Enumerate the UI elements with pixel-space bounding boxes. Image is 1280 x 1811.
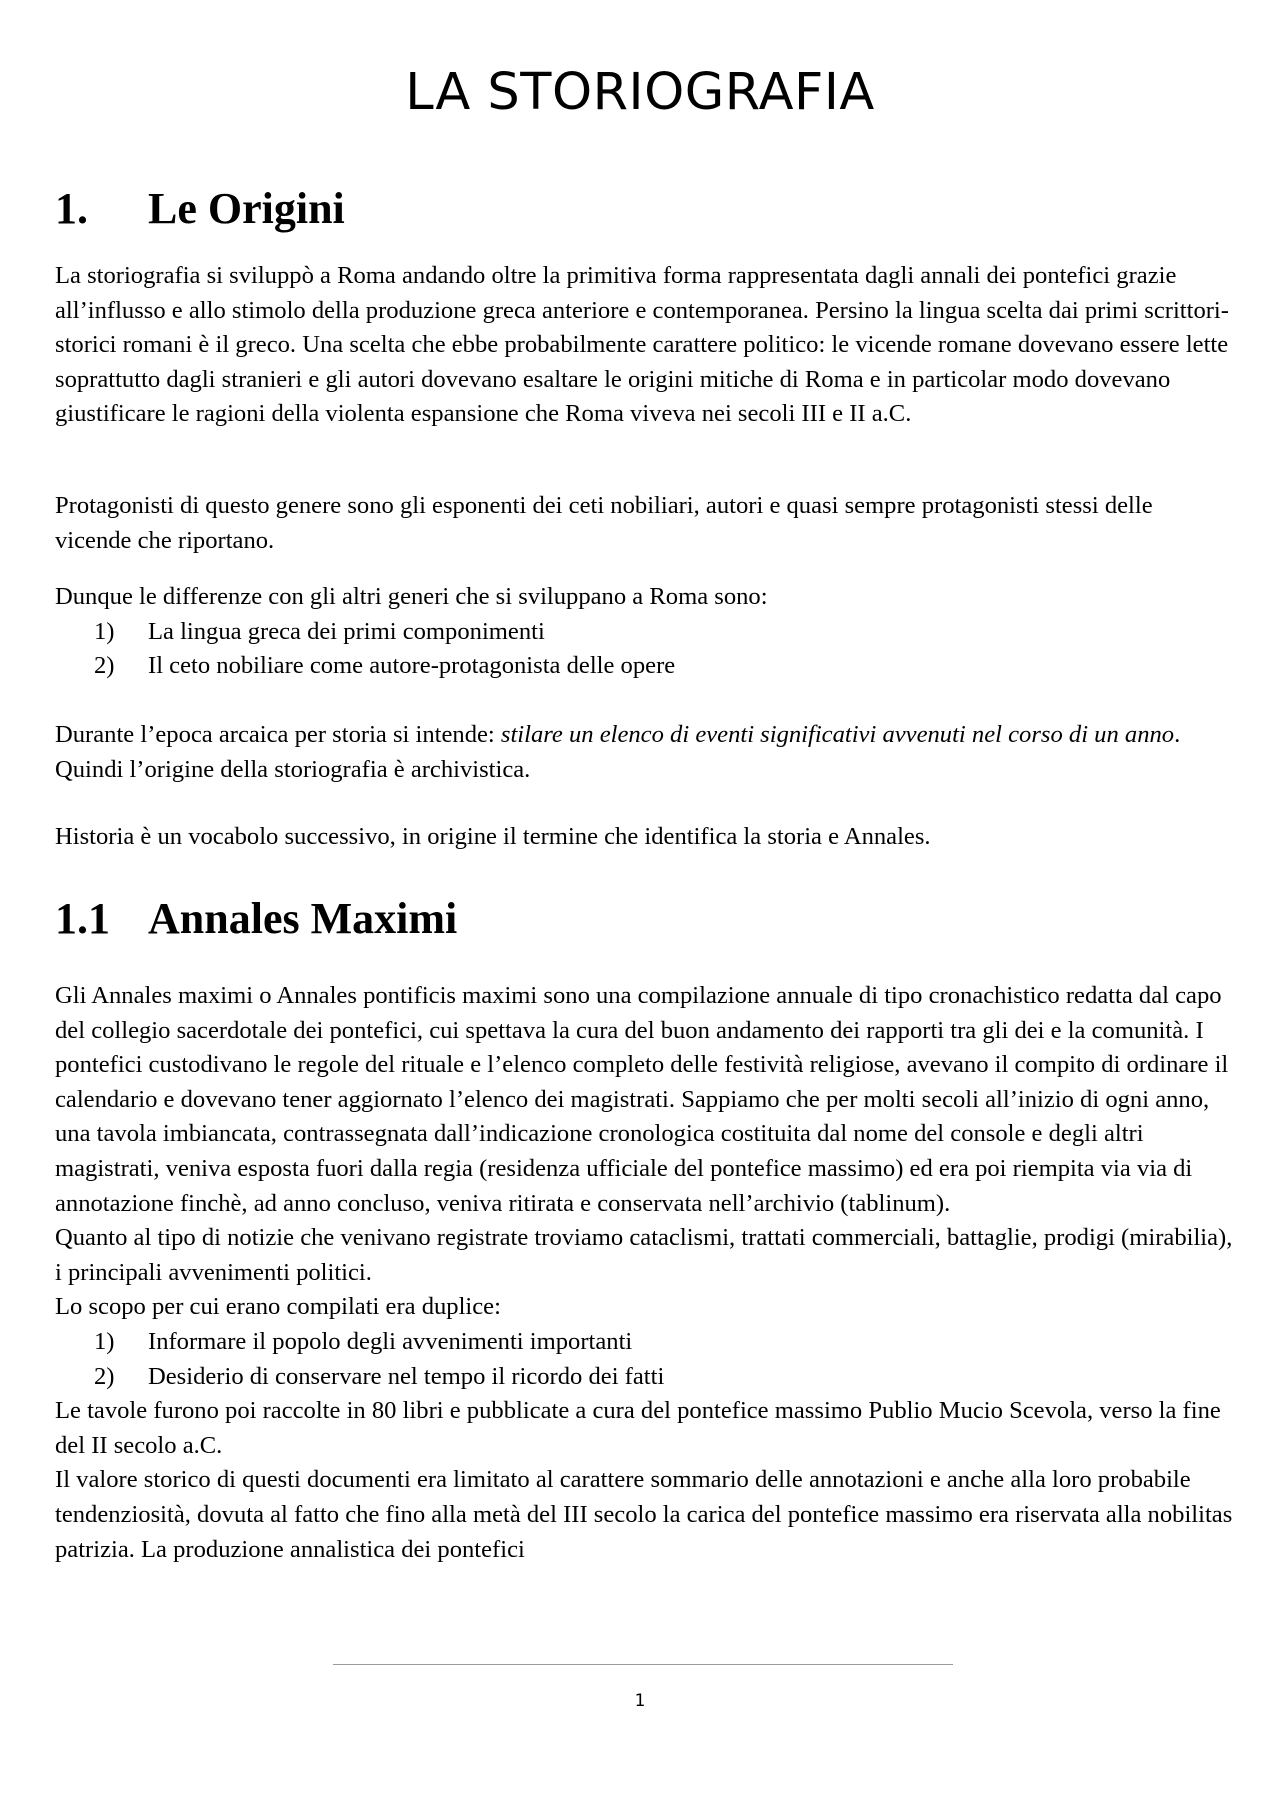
- paragraph: [55, 259, 1233, 432]
- list-marker: 1): [94, 1327, 115, 1355]
- list-marker: 2): [94, 1362, 115, 1390]
- paragraph-text: Historia è un vocabolo successivo, in origine il termine che identifica la storia e Annales.: [55, 823, 931, 850]
- list-item: [55, 649, 1233, 684]
- list-marker: 2): [94, 652, 115, 680]
- list-item-text: La lingua greca dei primi componimenti: [148, 617, 545, 645]
- paragraph-text: Dunque le differenze con gli altri generi che si sviluppano a Roma sono:: [55, 583, 768, 610]
- paragraph: [55, 820, 1233, 855]
- list-item: [55, 1360, 1233, 1395]
- footer-divider: [333, 1664, 953, 1665]
- list-marker: 1): [94, 617, 115, 645]
- list-item: [55, 1325, 1233, 1360]
- section-title: Annales Maximi: [148, 894, 458, 943]
- section-title: Le Origini: [148, 184, 345, 233]
- section-heading-annales-maximi: [55, 891, 457, 947]
- paragraph-text: Quanto al tipo di notizie che venivano registrate troviamo cataclismi, trattati commerciali, battaglie, prodigi (mirabilia), i principali avvenimenti politici.: [55, 1224, 1233, 1286]
- paragraph-text: Gli Annales maximi o Annales pontificis maximi sono una compilazione annuale di tipo cronachistico redatta dal capo del collegio sacerdotale dei pontefici, cui spettava la cura del buon andamento dei rapporti tra gli dei e la comunità. I pontefici custodivano le regole del rituale e l’elenco completo delle festività religiose, avevano il compito di ordinare il calendario e dovevano tener aggiornato l’elenco dei magistrati. Sappiamo che per molti secoli all’inizio di ogni anno, una tavola imbiancata, contrassegnata dall’indicazione cronologica costituita dal nome del console e degli altri magistrati, veniva esposta fuori dalla regia (residenza ufficiale del pontefice massimo) ed era poi riempita via via di annotazione finchè, ad anno concluso, veniva ritirata e conservata nell’archivio (tablinum).: [55, 982, 1229, 1217]
- definition-paragraph: [55, 718, 1233, 787]
- section-body: [55, 979, 1233, 1567]
- numbered-list: [55, 615, 1233, 684]
- page-number: 1: [634, 1691, 646, 1711]
- paragraph-text: Protagonisti di questo genere sono gli esponenti dei ceti nobiliari, autori e quasi sempre protagonisti stessi delle vicende che riportano.: [55, 492, 1153, 554]
- list-item-text: Desiderio di conservare nel tempo il ricordo dei fatti: [148, 1362, 665, 1390]
- paragraph-text: [55, 718, 1233, 787]
- document-title: LA STORIOGRAFIA: [405, 63, 875, 122]
- numbered-list: [55, 1325, 1233, 1394]
- list-item: [55, 615, 1233, 650]
- paragraph-with-list: [55, 580, 1233, 684]
- list-item-text: Informare il popolo degli avvenimenti importanti: [148, 1327, 633, 1355]
- paragraph-text: Lo scopo per cui erano compilati era duplice:: [55, 1293, 501, 1321]
- section-number: 1.1: [55, 894, 110, 943]
- definition-tail: . Quindi l’origine della storiografia è archivistica.: [55, 721, 1181, 783]
- paragraph-text: Il valore storico di questi documenti era limitato al carattere sommario delle annotazioni e anche alla loro probabile tendenziosità, dovuta al fatto che fino alla metà del III secolo la carica del pontefice massimo era riservata alla nobilitas patrizia. La produzione annalistica dei pontefici: [55, 1466, 1233, 1563]
- definition-italic: stilare un elenco di eventi significativi avvenuti nel corso di un anno: [500, 721, 1175, 748]
- paragraph-text: Le tavole furono poi raccolte in 80 libri e pubblicate a cura del pontefice massimo Publio Mucio Scevola, verso la fine del II secolo a.C.: [55, 1397, 1221, 1459]
- section-heading-origini: [55, 181, 345, 237]
- definition-lead: Durante l’epoca arcaica per storia si intende:: [55, 721, 501, 748]
- paragraph-text: La storiografia si sviluppò a Roma andando oltre la primitiva forma rappresentata dagli annali dei pontefici grazie all’influsso e allo stimolo della produzione greca anteriore e contemporanea. Persino la lingua scelta dai primi scrittori-storici romani è il greco. Una scelta che ebbe probabilmente carattere politico: le vicende romane dovevano essere lette soprattutto dagli stranieri e gli autori dovevano esaltare le origini mitiche di Roma e in particolar modo dovevano giustificare le ragioni della violenta espansione che Roma viveva nei secoli III e II a.C.: [55, 262, 1229, 428]
- section-number: 1.: [55, 184, 88, 233]
- paragraph: [55, 489, 1233, 558]
- list-item-text: Il ceto nobiliare come autore-protagonista delle opere: [148, 652, 676, 680]
